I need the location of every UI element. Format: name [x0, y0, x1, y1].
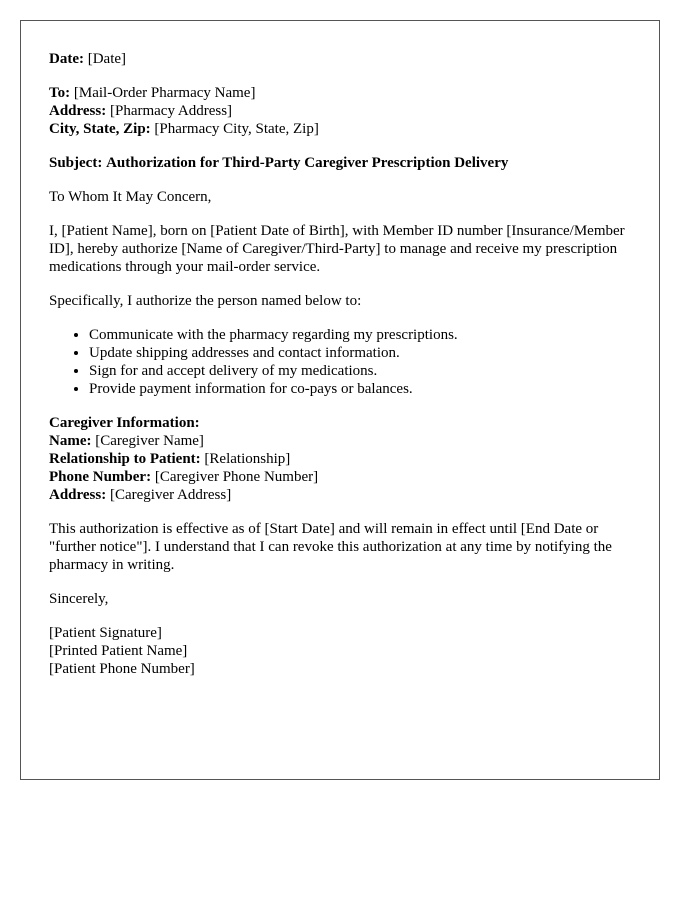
caregiver-phone-value: [Caregiver Phone Number]: [154, 469, 319, 485]
patient-signature-line: [Patient Signature]: [49, 625, 162, 641]
caregiver-address-value: [Caregiver Address]: [109, 487, 232, 503]
date-block: [49, 50, 631, 68]
caregiver-block: [49, 414, 631, 504]
caregiver-phone-line: [49, 468, 631, 486]
date-label: Date:: [49, 51, 84, 67]
caregiver-name-label: Name:: [49, 433, 92, 449]
recipient-to-line: [49, 84, 631, 102]
to-value: [Mail-Order Pharmacy Name]: [73, 85, 256, 101]
caregiver-heading-text: Caregiver Information:: [49, 415, 200, 431]
signature-block: [49, 624, 631, 678]
intro-paragraph: I, [Patient Name], born on [Patient Date of Birth], with Member ID number [Insurance/Member ID], hereby authorize [Name of Caregiver/Third-Party] to manage and receive my prescription medications through your mail-order service.: [49, 223, 625, 275]
recipient-city-line: [49, 120, 631, 138]
printed-name-line: [Printed Patient Name]: [49, 643, 188, 659]
caregiver-address-line: [49, 486, 631, 504]
caregiver-relationship-label: Relationship to Patient:: [49, 451, 201, 467]
recipient-address-line: [49, 102, 631, 120]
caregiver-relationship-line: [49, 450, 631, 468]
authorization-item: • Communicate with the pharmacy regarding my prescriptions.: [89, 326, 631, 344]
subject-block: [49, 154, 631, 172]
letter-document: [20, 20, 660, 780]
caregiver-phone-label: Phone Number:: [49, 469, 152, 485]
salutation: To Whom It May Concern,: [49, 189, 212, 205]
recipient-block: [49, 84, 631, 138]
city-value: [Pharmacy City, State, Zip]: [154, 121, 319, 137]
patient-phone-line: [Patient Phone Number]: [49, 661, 195, 677]
city-label: City, State, Zip:: [49, 121, 151, 137]
authorization-list: [49, 326, 631, 398]
authorization-item: • Sign for and accept delivery of my medications.: [89, 362, 631, 380]
subject-value: Authorization for Third-Party Caregiver Prescription Delivery: [106, 155, 509, 171]
authorization-item: • Update shipping addresses and contact information.: [89, 344, 631, 362]
subject-line: [49, 154, 631, 172]
date-line: [49, 50, 631, 68]
address-label: Address:: [49, 103, 107, 119]
to-label: To:: [49, 85, 71, 101]
subject-label: Subject:: [49, 155, 103, 171]
caregiver-address-label: Address:: [49, 487, 107, 503]
caregiver-name-line: [49, 432, 631, 450]
date-value: [Date]: [87, 51, 127, 67]
caregiver-heading: [49, 414, 631, 432]
effective-paragraph: This authorization is effective as of [Start Date] and will remain in effect until [End Date or "further notice"]. I understand that I can revoke this authorization at any time by notifying the pharmacy in writing.: [49, 521, 612, 573]
caregiver-name-value: [Caregiver Name]: [95, 433, 204, 449]
address-value: [Pharmacy Address]: [109, 103, 233, 119]
authorize-intro: Specifically, I authorize the person named below to:: [49, 293, 362, 309]
closing: Sincerely,: [49, 591, 109, 607]
caregiver-relationship-value: [Relationship]: [204, 451, 291, 467]
authorization-item: • Provide payment information for co-pays or balances.: [89, 380, 631, 398]
